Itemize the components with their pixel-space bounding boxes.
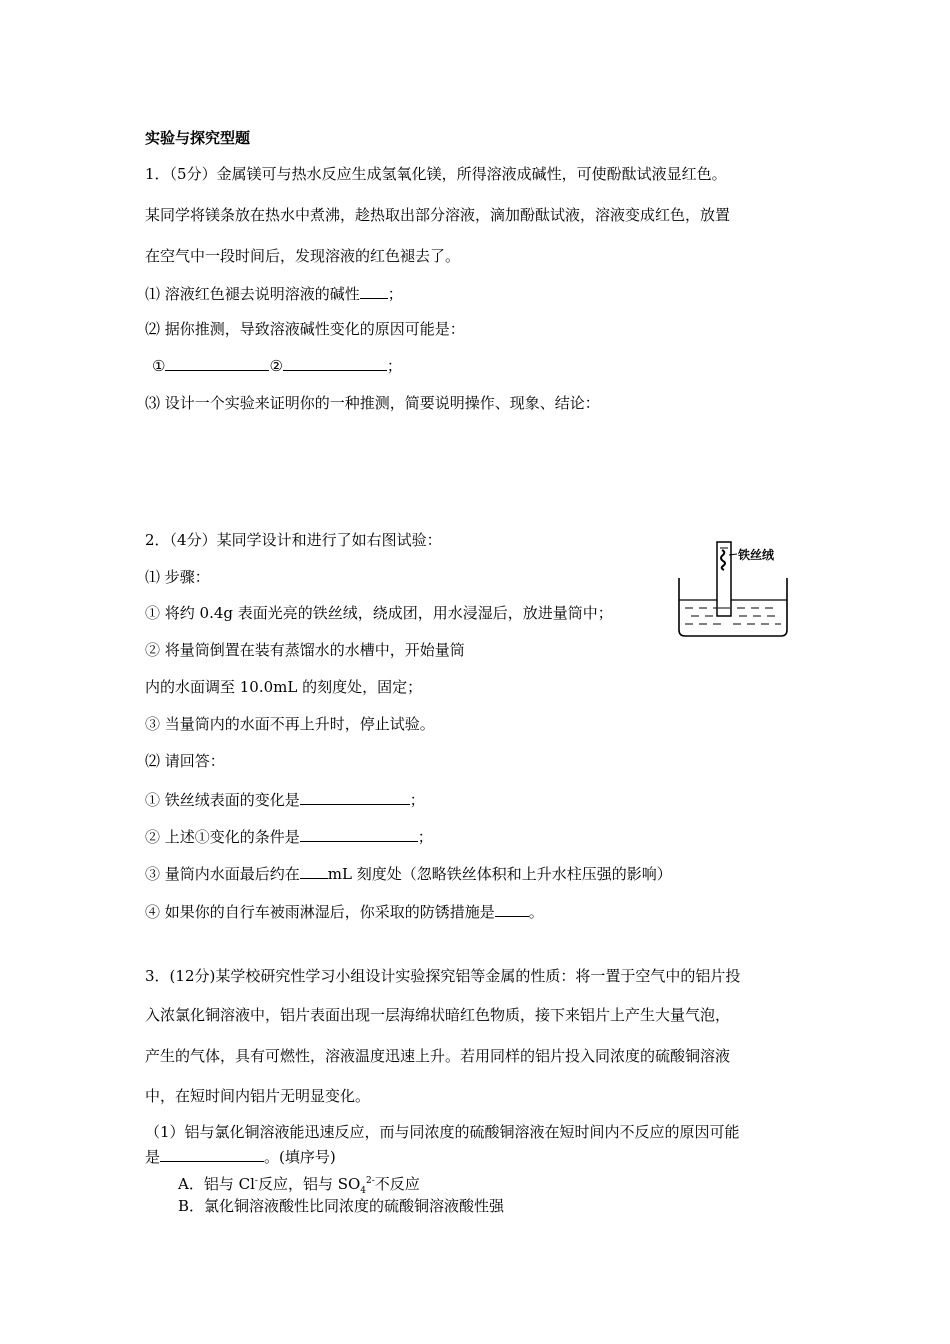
circle-1: ①: [152, 357, 166, 375]
q3-sub1-line-1: （1）铝与氯化铜溶液能迅速反应，而与同浓度的硫酸铜溶液在短时间内不反应的原因可能: [145, 1123, 740, 1141]
chloride-charge: -: [254, 1176, 258, 1186]
section-title: 实验与探究型题: [145, 129, 251, 147]
answer-blank[interactable]: [300, 789, 410, 805]
answer-blank[interactable]: [495, 901, 529, 917]
q2-answer-1-text: ① 铁丝绒表面的变化是: [145, 791, 300, 809]
q2-step-3: ③ 当量筒内的水面不再上升时，停止试验。: [145, 715, 435, 733]
q2-answer-4-text: ④ 如果你的自行车被雨淋湿后，你采取的防锈措施是: [145, 903, 495, 921]
water-trough: [679, 578, 787, 636]
q2-answer-3-end: mL 刻度处（忽略铁丝体积和上升水柱压强的影响）: [327, 865, 672, 883]
q1-part-1-end: ；: [387, 285, 403, 303]
circle-2: ②: [269, 357, 283, 375]
option-a-text-3: 不反应: [374, 1175, 420, 1193]
option-a-text-2: 反应，铝与 SO: [257, 1175, 361, 1193]
q2-step-2b: 内的水面调至 10.0mL 的刻度处，固定；: [145, 678, 423, 696]
figure-label: 铁丝绒: [738, 548, 775, 562]
answer-blank[interactable]: [300, 826, 418, 842]
q2-answer-1: [145, 789, 425, 810]
water-dashes: [685, 608, 781, 624]
answer-blank-2[interactable]: [283, 355, 387, 371]
q3-line-3: 产生的气体，具有可燃性，溶液温度迅速上升。若用同样的铝片投入同浓度的硫酸铜溶液: [145, 1047, 731, 1065]
answer-blank-1[interactable]: [165, 355, 269, 371]
q1-part-3: ⑶ 设计一个实验来证明你的一种推测，简要说明操作、现象、结论：: [145, 394, 600, 412]
q3-line-1: 3．(12分)某学校研究性学习小组设计实验探究铝等金属的性质：将一置于空气中的铝片投: [145, 967, 741, 985]
q1-part-2: ⑵ 据你推测，导致溶液碱性变化的原因可能是：: [145, 320, 465, 338]
q3-sub1-line-2: [145, 1146, 336, 1167]
q3-sub1-line-2-start: 是: [145, 1148, 161, 1166]
q2-step-1: ① 将约 0.4g 表面光亮的铁丝绒，绕成团，用水浸湿后，放进量筒中；: [145, 604, 613, 622]
q2-step-2a: ② 将量筒倒置在装有蒸馏水的水槽中，开始量筒: [145, 641, 465, 659]
q3-line-2: 入浓氯化铜溶液中，铝片表面出现一层海绵状暗红色物质，接下来铝片上产生大量气泡，: [145, 1006, 731, 1024]
q1-part-1: [145, 283, 403, 304]
q2-answer-3-text: ③ 量筒内水面最后约在: [145, 865, 300, 883]
q1-line-1: 1．（5分）金属镁可与热水反应生成氢氧化镁，所得溶液成碱性，可使酚酞试液显红色。: [145, 165, 727, 183]
option-b[interactable]: B．氯化铜溶液酸性比同浓度的硫酸铜溶液酸性强: [178, 1197, 505, 1215]
sulfate-charge: 2-: [366, 1176, 375, 1186]
answer-blank[interactable]: [300, 863, 328, 879]
q1-part-2-end: ；: [386, 357, 402, 375]
q1-line-2: 某同学将镁条放在热水中煮沸，趁热取出部分溶液，滴加酚酞试液，溶液变成红色，放置: [145, 206, 731, 224]
q3-sub1-line-2-end: 。(填序号): [264, 1148, 336, 1166]
q3-line-4: 中，在短时间内铝片无明显变化。: [145, 1087, 371, 1105]
q2-answer-2-text: ② 上述①变化的条件是: [145, 828, 300, 846]
answer-blank[interactable]: [160, 1146, 264, 1162]
q2-answer-4-end: 。: [528, 903, 544, 921]
sulfate-subscript: 4: [360, 1186, 367, 1196]
q2-line-1: 2．（4分）某同学设计和进行了如右图试验：: [145, 531, 442, 549]
answer-blank[interactable]: [360, 283, 388, 299]
q2-answer-label: ⑵ 请回答：: [145, 752, 225, 770]
q2-steps-label: ⑴ 步骤：: [145, 568, 210, 586]
q2-answer-4: [145, 901, 544, 922]
q1-part-1-text: ⑴ 溶液红色褪去说明溶液的碱性: [145, 285, 360, 303]
experiment-figure: [677, 540, 792, 640]
q2-answer-2-end: ；: [417, 828, 433, 846]
q1-part-2-blanks: [152, 355, 402, 376]
q2-answer-3: [145, 863, 672, 884]
option-a-text-1: A．铝与 Cl: [178, 1175, 255, 1193]
q1-line-3: 在空气中一段时间后，发现溶液的红色褪去了。: [145, 247, 461, 265]
q2-answer-2: [145, 826, 433, 847]
q2-answer-1-end: ；: [409, 791, 425, 809]
